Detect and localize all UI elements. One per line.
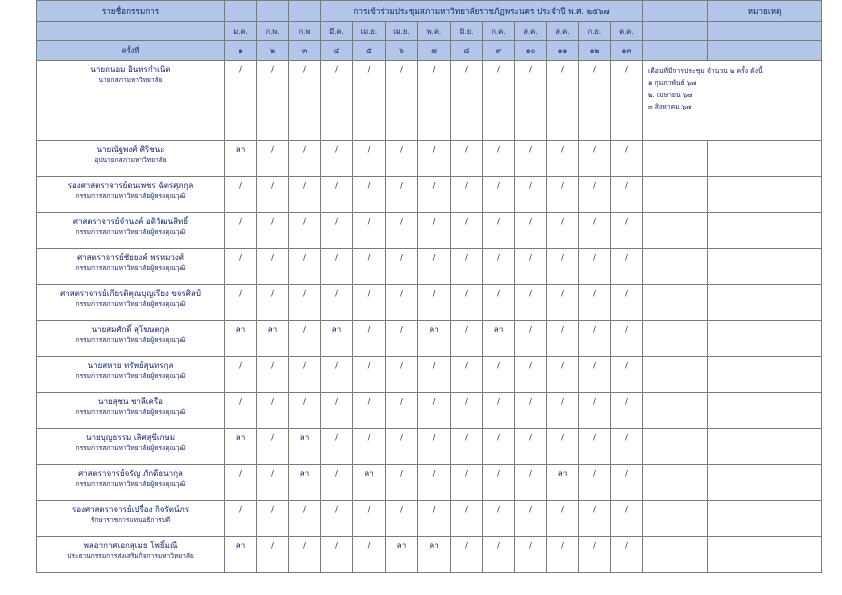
member-name: รองศาสตราจารย์ดนเพชร ฉัตรศุภกุล <box>67 181 194 190</box>
member-row <box>37 465 822 501</box>
attendance-mark: / <box>289 249 321 285</box>
member-name: รองศาสตราจารย์เปรื่อง กิจรัตน์ภร <box>71 505 190 514</box>
attendance-mark: / <box>289 213 321 249</box>
attendance-mark: / <box>257 61 289 141</box>
month-header: ส.ค. <box>515 22 547 41</box>
attendance-mark: / <box>483 177 515 213</box>
attendance-mark: ลา <box>418 321 451 357</box>
remark-header: หมายเหตุ <box>708 1 822 22</box>
month-header: ม.ค. <box>225 22 257 41</box>
member-cell <box>37 537 225 573</box>
attendance-mark: ลา <box>386 537 418 573</box>
attendance-mark: / <box>579 537 611 573</box>
attendance-mark: / <box>418 501 451 537</box>
round-number: ๒ <box>257 41 289 61</box>
attendance-mark: / <box>257 357 289 393</box>
attendance-mark: / <box>353 501 386 537</box>
attendance-mark: / <box>611 141 643 177</box>
spacer-cell <box>643 213 708 249</box>
attendance-mark: / <box>386 465 418 501</box>
attendance-mark: / <box>257 465 289 501</box>
attendance-mark: / <box>451 537 483 573</box>
member-cell <box>37 465 225 501</box>
round-number: ๑๓ <box>611 41 643 61</box>
attendance-mark: / <box>451 213 483 249</box>
attendance-mark: / <box>289 141 321 177</box>
member-role: กรรมการสภามหาวิทยาลัยผู้ทรงคุณวุฒิ <box>75 336 186 344</box>
attendance-mark: / <box>579 285 611 321</box>
attendance-mark: / <box>321 141 353 177</box>
attendance-mark: / <box>547 429 579 465</box>
remark-line: ๓ สิงหาคม ๖๗ <box>648 103 692 111</box>
attendance-mark: / <box>451 141 483 177</box>
attendance-mark: / <box>418 465 451 501</box>
remark-cell <box>708 465 822 501</box>
attendance-mark: ลา <box>225 429 257 465</box>
attendance-mark: / <box>225 285 257 321</box>
remark-cell <box>708 501 822 537</box>
attendance-mark: / <box>579 141 611 177</box>
attendance-mark: / <box>547 249 579 285</box>
member-name: ศาสตราจารย์จรัญ ภักดีธนากุล <box>78 469 183 478</box>
attendance-mark: / <box>321 537 353 573</box>
attendance-mark: / <box>418 141 451 177</box>
attendance-mark: / <box>611 285 643 321</box>
member-name: ศาสตราจารย์เกียรติคุณบุญเรียง ขจรศิลป์ <box>60 289 201 298</box>
attendance-mark: / <box>451 249 483 285</box>
attendance-mark: / <box>321 285 353 321</box>
attendance-mark: / <box>321 177 353 213</box>
attendance-mark: / <box>257 501 289 537</box>
attendance-mark: / <box>611 61 643 141</box>
attendance-mark: / <box>611 393 643 429</box>
member-cell <box>37 321 225 357</box>
member-row <box>37 177 822 213</box>
attendance-mark: / <box>515 213 547 249</box>
attendance-mark: / <box>483 393 515 429</box>
attendance-mark: / <box>515 429 547 465</box>
member-role: อุปนายกสภามหาวิทยาลัย <box>94 156 167 164</box>
member-role: กรรมการสภามหาวิทยาลัยผู้ทรงคุณวุฒิ <box>75 300 186 308</box>
attendance-mark: / <box>353 249 386 285</box>
attendance-mark: / <box>225 465 257 501</box>
spacer-cell <box>643 141 708 177</box>
remark-cell <box>708 213 822 249</box>
member-row <box>37 501 822 537</box>
round-label: ครั้งที่ <box>37 41 225 61</box>
attendance-mark: / <box>515 61 547 141</box>
attendance-mark: / <box>611 249 643 285</box>
member-name: นายสุชน ชาลีเครือ <box>98 397 163 406</box>
attendance-mark: / <box>321 357 353 393</box>
remark-cell <box>708 177 822 213</box>
attendance-mark: / <box>289 321 321 357</box>
attendance-mark: / <box>451 465 483 501</box>
member-row <box>37 357 822 393</box>
remark-line: ๒. เมษายน ๖๗ <box>648 91 693 99</box>
attendance-mark: / <box>515 501 547 537</box>
round-number: ๘ <box>451 41 483 61</box>
spacer-cell <box>643 393 708 429</box>
attendance-mark: / <box>289 177 321 213</box>
attendance-mark: / <box>515 537 547 573</box>
attendance-mark: / <box>483 285 515 321</box>
attendance-mark: / <box>483 465 515 501</box>
attendance-mark: / <box>353 537 386 573</box>
attendance-mark: / <box>547 177 579 213</box>
attendance-mark: / <box>418 285 451 321</box>
spacer-cell <box>643 501 708 537</box>
attendance-mark: / <box>451 393 483 429</box>
attendance-mark: / <box>386 141 418 177</box>
attendance-sheet <box>36 0 822 573</box>
round-number: ๑ <box>225 41 257 61</box>
attendance-mark: / <box>418 429 451 465</box>
attendance-mark: / <box>547 393 579 429</box>
attendance-mark: / <box>547 321 579 357</box>
month-header: ต.ค. <box>611 22 643 41</box>
member-row <box>37 285 822 321</box>
member-role: กรรมการสภามหาวิทยาลัยผู้ทรงคุณวุฒิ <box>75 264 186 272</box>
member-row <box>37 141 822 177</box>
attendance-mark: / <box>515 393 547 429</box>
attendance-mark: / <box>353 285 386 321</box>
month-header: ก.ค. <box>483 22 515 41</box>
spacer-cell <box>643 537 708 573</box>
attendance-mark: / <box>321 213 353 249</box>
attendance-mark: / <box>515 249 547 285</box>
member-name: ศาสตราจารย์จำนงค์ อดิวัฒนสิทธิ์ <box>72 217 189 226</box>
member-role: กรรมการสภามหาวิทยาลัยผู้ทรงคุณวุฒิ <box>75 480 186 488</box>
member-row <box>37 213 822 249</box>
attendance-mark: / <box>386 321 418 357</box>
attendance-mark: / <box>547 213 579 249</box>
attendance-mark: / <box>386 357 418 393</box>
member-name: นายสมศักดิ์ สุโฆษตกุล <box>91 325 170 334</box>
member-name: นายสหาย ทรัพย์สุนทรกุล <box>87 361 174 370</box>
attendance-mark: / <box>321 465 353 501</box>
spacer-cell <box>643 465 708 501</box>
attendance-mark: / <box>579 429 611 465</box>
attendance-mark: / <box>515 141 547 177</box>
attendance-mark: / <box>451 501 483 537</box>
remark-cell <box>708 249 822 285</box>
member-cell <box>37 177 225 213</box>
attendance-mark: / <box>611 429 643 465</box>
attendance-mark: / <box>353 177 386 213</box>
attendance-mark: / <box>579 61 611 141</box>
spacer-cell <box>643 249 708 285</box>
round-number: ๑๑ <box>547 41 579 61</box>
month-header: พ.ค. <box>418 22 451 41</box>
attendance-mark: / <box>579 321 611 357</box>
attendance-mark: / <box>547 141 579 177</box>
attendance-mark: / <box>515 465 547 501</box>
attendance-mark: / <box>515 321 547 357</box>
member-cell <box>37 61 225 141</box>
member-cell <box>37 249 225 285</box>
attendance-mark: / <box>451 321 483 357</box>
round-number: ๗ <box>418 41 451 61</box>
attendance-mark: / <box>225 213 257 249</box>
attendance-mark: / <box>579 249 611 285</box>
attendance-mark: / <box>353 141 386 177</box>
member-cell <box>37 357 225 393</box>
attendance-mark: / <box>611 537 643 573</box>
attendance-mark: / <box>418 61 451 141</box>
attendance-mark: / <box>257 537 289 573</box>
attendance-mark: / <box>321 501 353 537</box>
attendance-mark: / <box>547 537 579 573</box>
attendance-mark: / <box>257 285 289 321</box>
attendance-mark: / <box>451 357 483 393</box>
attendance-mark: / <box>611 465 643 501</box>
attendance-mark: / <box>579 393 611 429</box>
remark-cell <box>708 357 822 393</box>
attendance-mark: / <box>611 321 643 357</box>
member-row <box>37 393 822 429</box>
month-header: เม.ย. <box>386 22 418 41</box>
attendance-mark: ลา <box>225 537 257 573</box>
attendance-mark: / <box>225 249 257 285</box>
attendance-mark: / <box>386 393 418 429</box>
attendance-mark: ลา <box>289 429 321 465</box>
member-role: กรรมการสภามหาวิทยาลัยผู้ทรงคุณวุฒิ <box>75 228 186 236</box>
member-row <box>37 537 822 573</box>
attendance-mark: / <box>418 213 451 249</box>
attendance-mark: / <box>483 537 515 573</box>
member-name: ศาสตราจารย์ชัยยงค์ พรหมวงศ์ <box>77 253 184 262</box>
attendance-mark: / <box>483 429 515 465</box>
attendance-mark: / <box>611 213 643 249</box>
spacer-cell <box>643 321 708 357</box>
attendance-mark: / <box>353 61 386 141</box>
attendance-mark: / <box>257 141 289 177</box>
attendance-mark: / <box>353 321 386 357</box>
remark-line: ๑ กุมภาพันธ์ ๖๗ <box>648 79 697 87</box>
member-cell <box>37 501 225 537</box>
attendance-mark: ลา <box>257 321 289 357</box>
attendance-mark: / <box>321 249 353 285</box>
attendance-mark: / <box>611 357 643 393</box>
member-role: กรรมการสภามหาวิทยาลัยผู้ทรงคุณวุฒิ <box>75 192 186 200</box>
attendance-mark: ลา <box>353 465 386 501</box>
member-role: รักษาราชการแทนอธิการบดี <box>90 516 171 524</box>
spacer-cell <box>643 177 708 213</box>
round-number: ๕ <box>353 41 386 61</box>
attendance-mark: / <box>289 501 321 537</box>
header-row-rounds <box>37 41 822 61</box>
member-cell <box>37 141 225 177</box>
member-role: กรรมการสภามหาวิทยาลัยผู้ทรงคุณวุฒิ <box>75 372 186 380</box>
remark-line: เดือนที่มีการประชุม จำนวน ๒ ครั้ง ดังนี้ <box>648 67 763 75</box>
member-name: นายถนอม อินทรกำเนิด <box>90 65 171 74</box>
attendance-mark: / <box>418 177 451 213</box>
member-cell <box>37 213 225 249</box>
remark-cell <box>708 141 822 177</box>
attendance-mark: / <box>386 429 418 465</box>
month-header: ก.ย. <box>579 22 611 41</box>
month-header: มิ.ย. <box>451 22 483 41</box>
attendance-mark: / <box>225 393 257 429</box>
attendance-mark: / <box>289 357 321 393</box>
month-header: ก.พ. <box>257 22 289 41</box>
attendance-mark: / <box>579 501 611 537</box>
attendance-mark: / <box>451 177 483 213</box>
attendance-mark: / <box>483 249 515 285</box>
member-row <box>37 429 822 465</box>
attendance-mark: / <box>515 177 547 213</box>
attendance-mark: / <box>321 393 353 429</box>
attendance-mark: / <box>225 357 257 393</box>
month-header: มี.ค. <box>321 22 353 41</box>
attendance-mark: / <box>451 61 483 141</box>
attendance-mark: / <box>386 177 418 213</box>
member-name: นายณัฐพงศ์ ศิริชนะ <box>96 145 165 154</box>
round-number: ๑๐ <box>515 41 547 61</box>
attendance-mark: / <box>483 213 515 249</box>
member-role: กรรมการสภามหาวิทยาลัยผู้ทรงคุณวุฒิ <box>75 444 186 452</box>
attendance-mark: / <box>579 177 611 213</box>
attendance-mark: / <box>353 393 386 429</box>
attendance-mark: / <box>353 357 386 393</box>
attendance-mark: / <box>225 61 257 141</box>
remark-cell <box>708 321 822 357</box>
attendance-mark: / <box>257 177 289 213</box>
member-cell <box>37 285 225 321</box>
attendance-mark: / <box>547 501 579 537</box>
attendance-mark: / <box>451 285 483 321</box>
member-role: นายกสภามหาวิทยาลัย <box>98 76 163 84</box>
attendance-mark: / <box>579 213 611 249</box>
attendance-mark: / <box>451 429 483 465</box>
remark-cell <box>708 429 822 465</box>
attendance-mark: / <box>386 213 418 249</box>
member-name: พลอากาศเอกสุเมธ โพธิ์มณี <box>83 541 178 550</box>
member-cell <box>37 393 225 429</box>
member-role: กรรมการสภามหาวิทยาลัยผู้ทรงคุณวุฒิ <box>75 408 186 416</box>
month-header: ก.พ <box>289 22 321 41</box>
attendance-mark: ลา <box>225 321 257 357</box>
round-number: ๑๒ <box>579 41 611 61</box>
attendance-mark: ลา <box>321 321 353 357</box>
attendance-mark: / <box>321 429 353 465</box>
attendance-mark: / <box>289 393 321 429</box>
table-title: การเข้าร่วมประชุมสภามหาวิทยาลัยราชภัฏพระนคร ประจำปี พ.ศ. ๒๕๖๗ <box>321 1 643 22</box>
attendance-mark: / <box>257 213 289 249</box>
attendance-mark: / <box>579 465 611 501</box>
attendance-mark: / <box>418 393 451 429</box>
attendance-mark: / <box>483 357 515 393</box>
attendance-mark: / <box>257 393 289 429</box>
attendance-mark: / <box>289 537 321 573</box>
remark-cell <box>643 61 822 141</box>
attendance-mark: / <box>225 177 257 213</box>
attendance-mark: / <box>515 285 547 321</box>
header-row-title <box>37 1 822 22</box>
member-row <box>37 249 822 285</box>
attendance-mark: / <box>353 429 386 465</box>
attendance-mark: / <box>547 357 579 393</box>
attendance-mark: / <box>386 285 418 321</box>
month-header: เม.ย. <box>353 22 386 41</box>
attendance-mark: ลา <box>547 465 579 501</box>
attendance-mark: / <box>386 61 418 141</box>
attendance-mark: / <box>289 285 321 321</box>
attendance-mark: / <box>611 501 643 537</box>
round-number: ๔ <box>321 41 353 61</box>
member-cell <box>37 429 225 465</box>
attendance-mark: / <box>257 429 289 465</box>
member-role: ประธานกรรมการส่งเสริมกิจการมหาวิทยาลัย <box>67 552 194 560</box>
spacer-cell <box>643 429 708 465</box>
remark-cell <box>708 393 822 429</box>
attendance-mark: ลา <box>418 537 451 573</box>
spacer-cell <box>643 285 708 321</box>
member-row <box>37 321 822 357</box>
attendance-mark: ลา <box>225 141 257 177</box>
attendance-mark: / <box>611 177 643 213</box>
remark-cell <box>708 285 822 321</box>
attendance-mark: / <box>483 61 515 141</box>
attendance-mark: / <box>289 61 321 141</box>
attendance-mark: / <box>321 61 353 141</box>
round-number: ๓ <box>289 41 321 61</box>
attendance-table <box>36 0 822 573</box>
attendance-mark: / <box>547 61 579 141</box>
member-name: นายบุญธรรม เลิศสุขีเกษม <box>85 433 176 442</box>
attendance-mark: / <box>483 501 515 537</box>
attendance-mark: / <box>257 249 289 285</box>
attendance-mark: / <box>547 285 579 321</box>
attendance-mark: / <box>418 249 451 285</box>
name-column-header: รายชื่อกรรมการ <box>37 1 225 22</box>
remark-cell <box>708 537 822 573</box>
header-row-months <box>37 22 822 41</box>
member-row <box>37 61 822 141</box>
attendance-mark: ลา <box>289 465 321 501</box>
spacer-cell <box>643 357 708 393</box>
attendance-mark: / <box>225 501 257 537</box>
attendance-mark: / <box>515 357 547 393</box>
attendance-mark: / <box>579 357 611 393</box>
attendance-mark: ลา <box>483 321 515 357</box>
attendance-mark: / <box>353 213 386 249</box>
round-number: ๙ <box>483 41 515 61</box>
attendance-mark: / <box>483 141 515 177</box>
month-header: ส.ค. <box>547 22 579 41</box>
attendance-mark: / <box>386 249 418 285</box>
attendance-mark: / <box>386 501 418 537</box>
round-number: ๖ <box>386 41 418 61</box>
attendance-mark: / <box>418 357 451 393</box>
